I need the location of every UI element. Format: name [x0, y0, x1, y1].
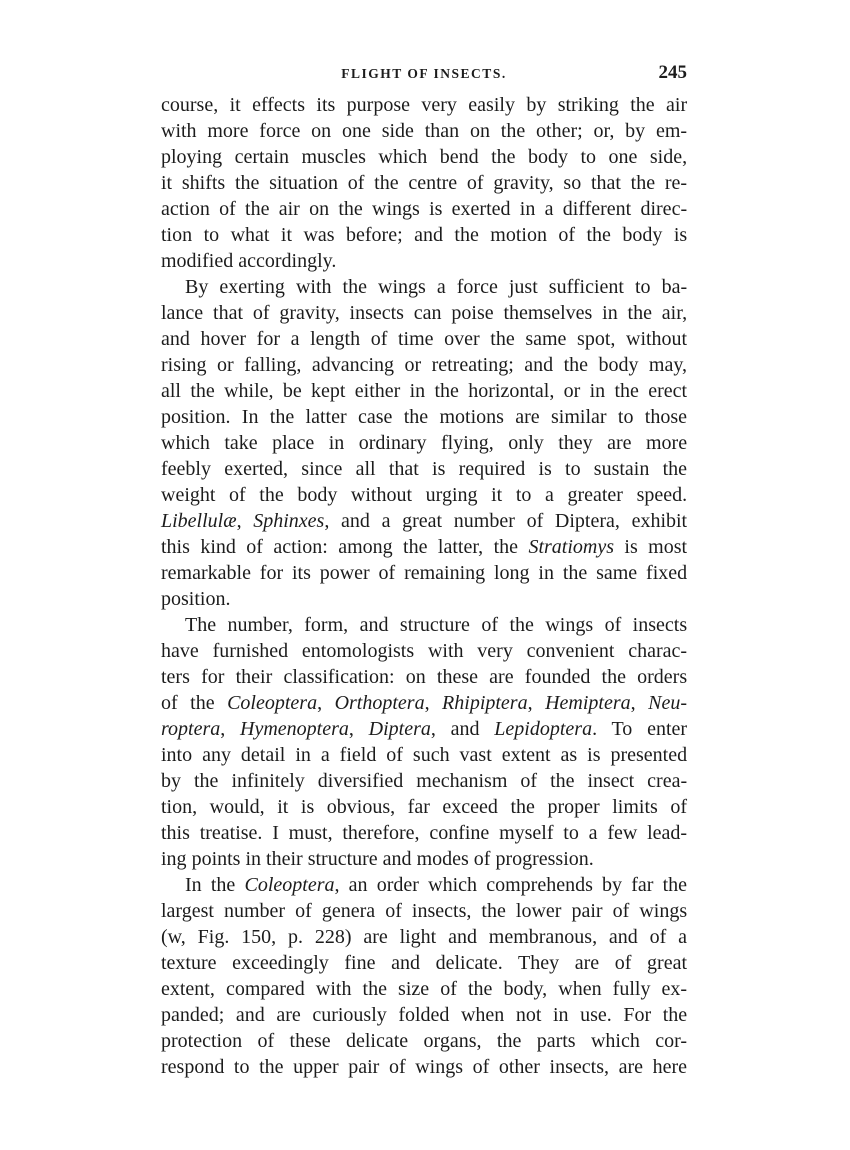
text-line: respond to the upper pair of wings of other insects, are here — [161, 1056, 688, 1078]
text-line: By exerting with the wings a force just sufficient to ba- — [185, 276, 688, 298]
text-line: all the while, be kept either in the horizontal, or in the erect — [161, 380, 688, 402]
text-line: by the infinitely diversified mechanism of the insect crea- — [161, 770, 688, 792]
text-line: extent, compared with the size of the body, when fully ex- — [161, 978, 688, 1000]
text-line: this kind of action: among the latter, the Stratiomys is most — [161, 536, 688, 558]
text-line: action of the air on the wings is exerted in a different direc- — [161, 198, 688, 220]
text-line: position. — [161, 588, 231, 610]
text-line: ploying certain muscles which bend the body to one side, — [161, 146, 688, 168]
text-line: into any detail in a field of such vast extent as is presented — [161, 744, 688, 766]
text-line: In the Coleoptera, an order which comprehends by far the — [185, 874, 688, 896]
text-line: of the Coleoptera, Orthoptera, Rhipiptera, Hemiptera, Neu- — [161, 692, 687, 714]
text-line: roptera, Hymenoptera, Diptera, and Lepidoptera. To enter — [161, 718, 688, 740]
text-line: with more force on one side than on the other; or, by em- — [161, 120, 688, 142]
text-line: which take place in ordinary flying, only they are more — [161, 432, 688, 454]
text-line: largest number of genera of insects, the lower pair of wings — [161, 900, 688, 922]
text-line: protection of these delicate organs, the parts which cor- — [161, 1030, 688, 1052]
running-title: FLIGHT OF INSECTS. — [341, 66, 507, 81]
page-number: 245 — [658, 62, 687, 83]
text-line: and hover for a length of time over the same spot, without — [161, 328, 688, 350]
text-line: ing points in their structure and modes of progression. — [161, 848, 594, 870]
text-line: this treatise. I must, therefore, confine myself to a few lead- — [161, 822, 688, 844]
text-line: tion to what it was before; and the motion of the body is — [161, 224, 688, 246]
text-line: Libellulæ, Sphinxes, and a great number of Diptera, exhibit — [161, 510, 688, 532]
body-text — [161, 92, 687, 1080]
text-line: have furnished entomologists with very convenient charac- — [161, 640, 688, 662]
text-line: The number, form, and structure of the wings of insects — [185, 614, 688, 636]
text-line: (w, Fig. 150, p. 228) are light and membranous, and of a — [161, 926, 688, 948]
text-line: course, it effects its purpose very easily by striking the air — [161, 94, 688, 116]
text-line: lance that of gravity, insects can poise themselves in the air, — [161, 302, 688, 324]
text-line: tion, would, it is obvious, far exceed the proper limits of — [161, 796, 688, 818]
text-line: remarkable for its power of remaining long in the same fixed — [161, 562, 688, 584]
text-line: it shifts the situation of the centre of gravity, so that the re- — [161, 172, 688, 194]
text-line: position. In the latter case the motions are similar to those — [161, 406, 687, 428]
text-line: rising or falling, advancing or retreating; and the body may, — [161, 354, 688, 376]
text-line: panded; and are curiously folded when not in use. For the — [161, 1004, 688, 1026]
text-line: modified accordingly. — [161, 250, 337, 272]
text-line: feebly exerted, since all that is required is to sustain the — [161, 458, 688, 480]
text-line: weight of the body without urging it to a greater speed. — [161, 484, 688, 506]
text-line: ters for their classification: on these are founded the orders — [161, 666, 688, 688]
text-line: texture exceedingly fine and delicate. They are of great — [161, 952, 688, 974]
running-head — [161, 62, 687, 86]
